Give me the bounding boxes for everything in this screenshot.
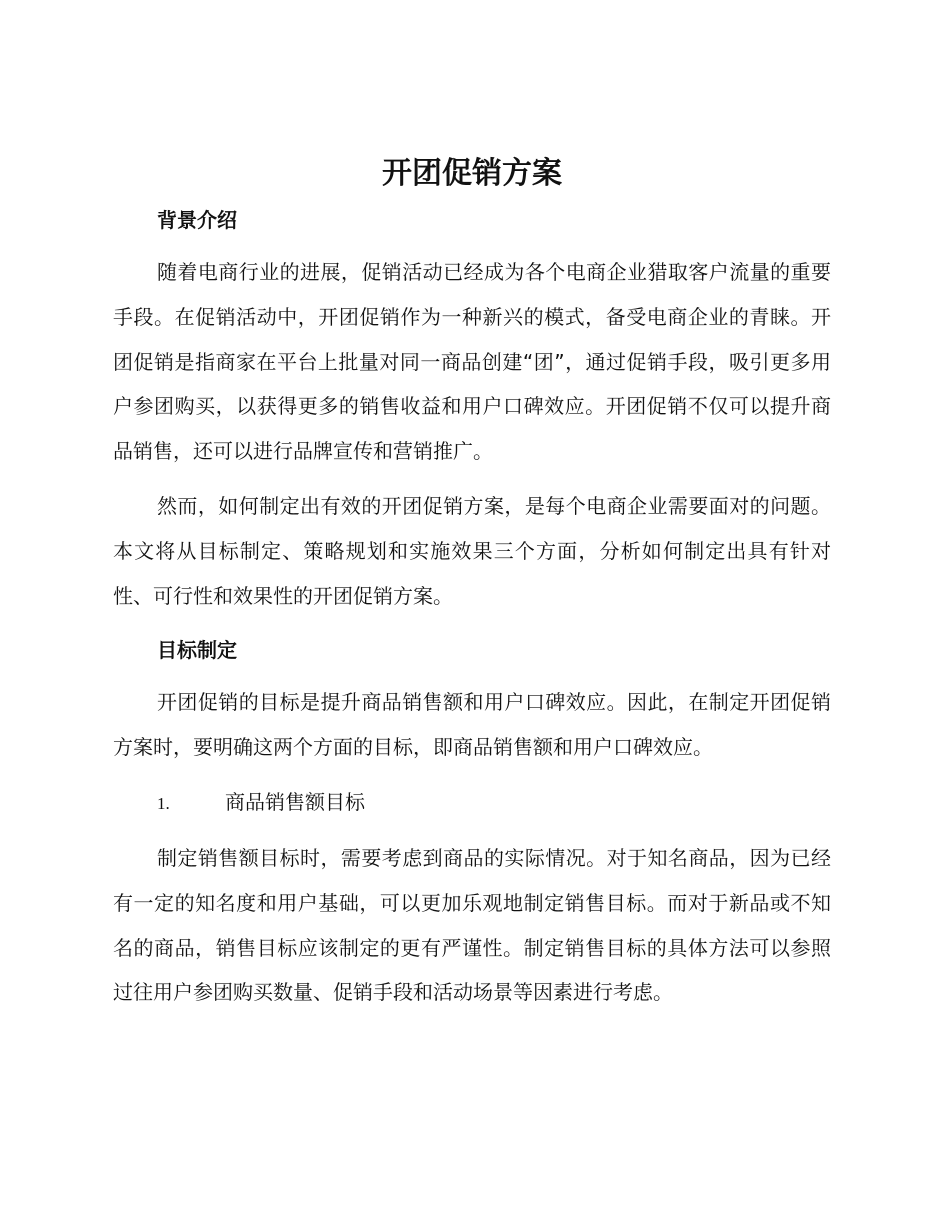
list-number: 1. (157, 793, 170, 813)
section-heading-background: 背景介绍 (157, 208, 237, 232)
list-item (113, 780, 831, 826)
document-title: 开团促销方案 (382, 156, 562, 191)
paragraph: 然而，如何制定出有效的开团促销方案，是每个电商企业需要面对的问题。本文将从目标制定、策略规划和实施效果三个方面，分析如何制定出具有针对性、可行性和效果性的开团促销方案。 (113, 493, 831, 608)
paragraph: 随着电商行业的进展，促销活动已经成为各个电商企业猎取客户流量的重要手段。在促销活动中，开团促销作为一种新兴的模式，备受电商企业的青睐。开团促销是指商家在平台上批量对同一商品创建“团”，通过促销手段，吸引更多用户参团购买，以获得更多的销售收益和用户口碑效应。开团促销不仅可以提升商品销售，还可以进行品牌宣传和营销推广。 (113, 260, 831, 464)
section-heading-goals: 目标制定 (157, 638, 237, 663)
paragraph: 制定销售额目标时，需要考虑到商品的实际情况。对于知名商品，因为已经有一定的知名度和用户基础，可以更加乐观地制定销售目标。而对于新品或不知名的商品，销售目标应该制定的更有严谨性。制定销售目标的具体方法可以参照过往用户参团购买数量、促销手段和活动场景等因素进行考虑。 (113, 845, 831, 1005)
document-page (113, 150, 831, 1015)
paragraph: 开团促销的目标是提升商品销售额和用户口碑效应。因此，在制定开团促销方案时，要明确这两个方面的目标，即商品销售额和用户口碑效应。 (113, 690, 831, 760)
list-item-text: 商品销售额目标 (225, 789, 365, 814)
